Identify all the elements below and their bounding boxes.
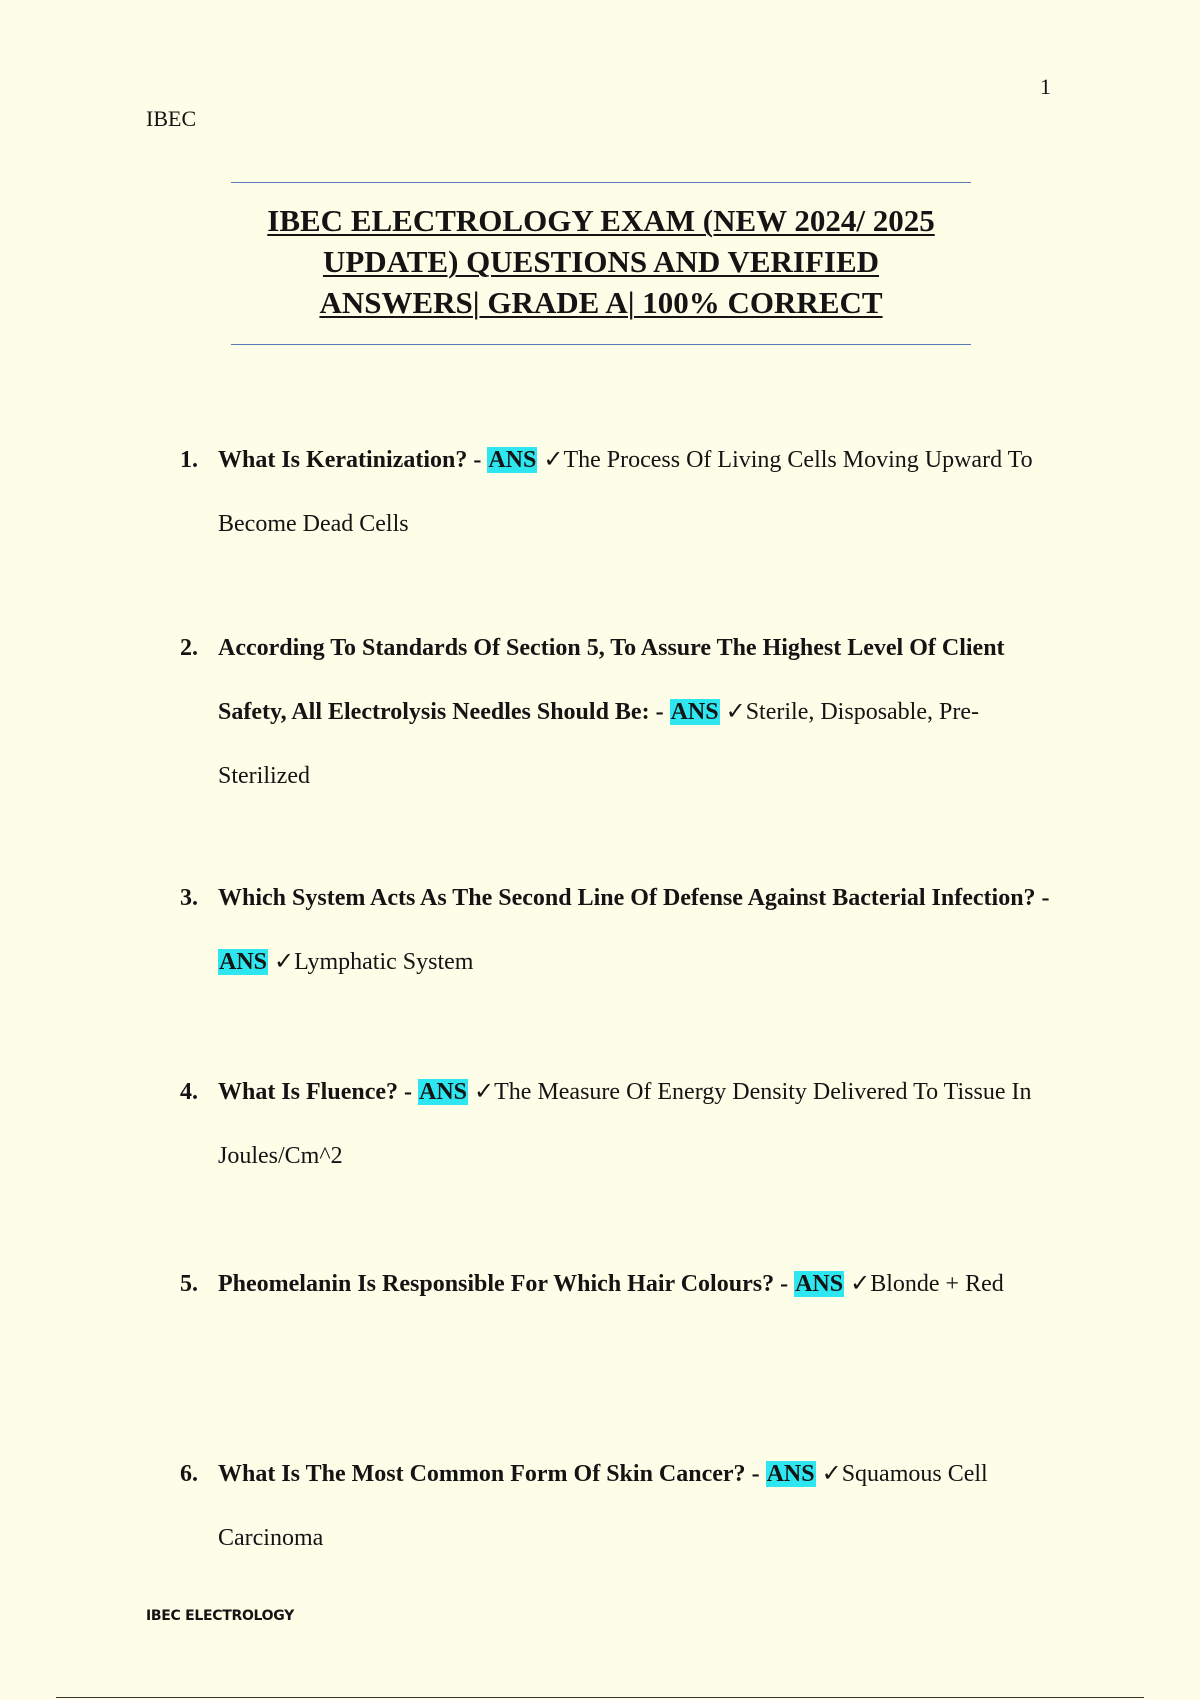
qa-answer: The Measure Of Energy Density Delivered To Tissue In Joules/Cm^2 (218, 1079, 1032, 1169)
qa-body (218, 1060, 1060, 1188)
qa-answer: Sterile, Disposable, Pre-Sterilized (218, 699, 979, 789)
qa-answer: Squamous Cell Carcinoma (218, 1461, 988, 1551)
qa-dash: - (467, 447, 488, 473)
qa-item (180, 1442, 1060, 1570)
check-icon: ✓ (274, 949, 295, 975)
ans-label: ANS (219, 949, 268, 975)
header-text: IBEC (146, 106, 197, 131)
qa-question: Which System Acts As The Second Line Of Defense Against Bacterial Infection? (218, 885, 1036, 911)
qa-number: 3. (180, 885, 198, 911)
title-rule-top (231, 182, 971, 183)
ans-label: ANS (795, 1271, 844, 1297)
title-line: UPDATE) QUESTIONS AND VERIFIED (322, 244, 880, 279)
qa-question: What Is Fluence? (218, 1079, 398, 1105)
qa-item (180, 428, 1060, 556)
qa-dash: - (1035, 885, 1050, 911)
qa-answer: Lymphatic System (294, 949, 474, 975)
qa-item (180, 1060, 1060, 1188)
check-icon: ✓ (850, 1271, 871, 1297)
qa-number: 6. (180, 1461, 198, 1487)
qa-item (180, 1252, 1060, 1316)
check-icon: ✓ (821, 1461, 842, 1487)
qa-body (218, 1442, 1060, 1570)
footer-text: IBEC ELECTROLOGY (146, 1608, 294, 1624)
qa-number: 1. (180, 447, 198, 473)
page-number: 1 (1040, 74, 1051, 99)
qa-question: What Is Keratinization? (218, 447, 468, 473)
qa-question: Pheomelanin Is Responsible For Which Hair Colours? (218, 1271, 775, 1297)
qa-dash: - (774, 1271, 795, 1297)
ans-label: ANS (766, 1461, 815, 1487)
qa-body (218, 1252, 1060, 1316)
ans-label: ANS (488, 447, 537, 473)
qa-question: According To Standards Of Section 5, To Assure The Highest Level Of Client Safety, All Electrolysis Needles Should Be: (218, 635, 1005, 725)
check-icon: ✓ (725, 699, 746, 725)
qa-number: 5. (180, 1271, 198, 1297)
qa-dash: - (745, 1461, 766, 1487)
qa-answer: Blonde + Red (870, 1271, 1004, 1297)
qa-dash: - (649, 699, 670, 725)
ans-label: ANS (670, 699, 719, 725)
document-title (231, 200, 971, 323)
qa-question: What Is The Most Common Form Of Skin Cancer? (218, 1461, 746, 1487)
qa-item (180, 616, 1060, 808)
title-line: ANSWERS| GRADE A| 100% CORRECT (319, 285, 883, 320)
qa-number: 2. (180, 635, 198, 661)
qa-body (218, 866, 1060, 994)
title-line: IBEC ELECTROLOGY EXAM (NEW 2024/ 2025 (267, 203, 935, 238)
ans-label: ANS (419, 1079, 468, 1105)
qa-dash: - (398, 1079, 418, 1105)
qa-body (218, 616, 1060, 808)
footer-rule (56, 1697, 1144, 1698)
qa-number: 4. (180, 1079, 198, 1105)
qa-body (218, 428, 1060, 556)
title-rule-bottom (231, 344, 971, 345)
qa-answer: The Process Of Living Cells Moving Upward To Become Dead Cells (218, 447, 1033, 537)
check-icon: ✓ (474, 1079, 495, 1105)
qa-item (180, 866, 1060, 994)
check-icon: ✓ (543, 447, 564, 473)
